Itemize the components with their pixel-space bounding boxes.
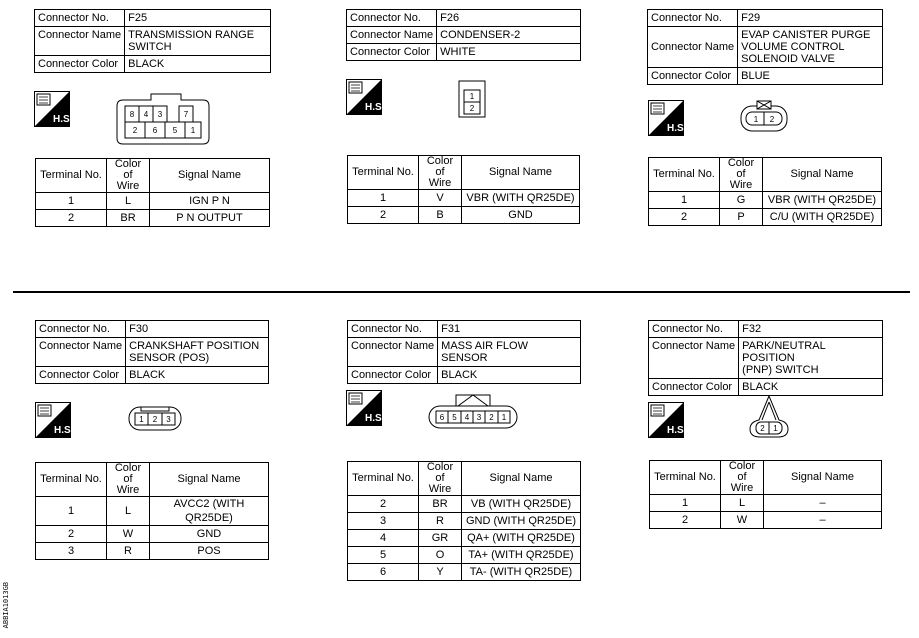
pin-label: 3 — [166, 415, 171, 424]
connector-info-table — [346, 9, 581, 61]
connector-no-value: F30 — [126, 321, 269, 338]
connector-no-value: F26 — [437, 10, 581, 27]
connector-no-label: Connector No. — [649, 321, 739, 338]
connector-name-value: PARK/NEUTRAL POSITION (PNP) SWITCH — [739, 338, 883, 379]
pin-label: 1 — [501, 413, 507, 422]
connector-f29 — [647, 9, 883, 85]
connector-no-label: Connector No. — [648, 10, 738, 27]
pin-label: 5 — [172, 126, 178, 135]
connector-f32-face — [746, 394, 792, 440]
pin-label: 3 — [157, 110, 163, 119]
connector-color-value: WHITE — [437, 44, 581, 61]
pin-label: 1 — [773, 424, 778, 433]
signal-name-header: Signal Name — [150, 463, 269, 497]
harness-side-icon — [346, 390, 385, 426]
connector-name-value: MASS AIR FLOW SENSOR — [438, 338, 581, 367]
connector-no-label: Connector No. — [348, 321, 438, 338]
pin-label: 1 — [139, 415, 144, 424]
terminal-table-f29 — [648, 157, 882, 226]
connector-no-value: F29 — [738, 10, 883, 27]
section-divider — [13, 291, 910, 293]
connector-info-table — [648, 320, 883, 396]
connector-name-label: Connector Name — [648, 27, 738, 68]
color-of-wire-header: Color of Wire — [107, 159, 150, 193]
connector-color-label: Connector Color — [648, 68, 738, 85]
pin-label: 4 — [464, 413, 470, 422]
connector-color-label: Connector Color — [35, 56, 125, 73]
connector-f26 — [346, 9, 581, 61]
connector-color-value: BLUE — [738, 68, 883, 85]
connector-f29-face — [738, 100, 790, 134]
table-row: 6 Y TA- (WITH QR25DE) — [348, 564, 581, 581]
connector-no-value: F32 — [739, 321, 883, 338]
connector-f31 — [347, 320, 581, 384]
color-of-wire-header: Color of Wire — [419, 462, 462, 496]
table-row: 1 G VBR (WITH QR25DE) — [649, 192, 882, 209]
connector-color-value: BLACK — [739, 379, 883, 396]
connector-f25 — [34, 9, 271, 73]
table-row: 4 GR QA+ (WITH QR25DE) — [348, 530, 581, 547]
terminal-no-header: Terminal No. — [649, 158, 720, 192]
terminal-no-header: Terminal No. — [650, 461, 721, 495]
terminal-no-header: Terminal No. — [36, 463, 107, 497]
pin-label: 2 — [152, 415, 158, 424]
connector-info-table — [35, 320, 269, 384]
color-of-wire-header: Color of Wire — [107, 463, 150, 497]
color-of-wire-header: Color of Wire — [721, 461, 764, 495]
connector-color-value: BLACK — [438, 367, 581, 384]
signal-name-header: Signal Name — [462, 462, 581, 496]
table-row: 1 L IGN P N — [36, 193, 270, 210]
svg-text:H.S.: H.S. — [54, 425, 74, 436]
terminal-table-f25 — [35, 158, 270, 227]
signal-name-header: Signal Name — [763, 158, 882, 192]
connector-no-value: F25 — [125, 10, 271, 27]
connector-f26-face — [456, 78, 488, 120]
table-row: 3 R POS — [36, 543, 269, 560]
harness-side-icon — [648, 100, 687, 136]
connector-no-value: F31 — [438, 321, 581, 338]
connector-f30-face — [126, 403, 184, 433]
color-of-wire-header: Color of Wire — [720, 158, 763, 192]
signal-name-header: Signal Name — [462, 156, 580, 190]
harness-side-icon — [648, 402, 687, 438]
table-row: 1 L – — [650, 495, 882, 512]
table-row: 2 BR P N OUTPUT — [36, 210, 270, 227]
connector-info-table — [647, 9, 883, 85]
table-row: 2 W GND — [36, 526, 269, 543]
connector-name-label: Connector Name — [35, 27, 125, 56]
connector-info-table — [34, 9, 271, 73]
connector-color-label: Connector Color — [649, 379, 739, 396]
table-row: 3 R GND (WITH QR25DE) — [348, 513, 581, 530]
pin-label: 3 — [476, 413, 482, 422]
harness-side-icon — [34, 91, 73, 127]
table-row: 2 P C/U (WITH QR25DE) — [649, 209, 882, 226]
connector-name-label: Connector Name — [347, 27, 437, 44]
pin-label: 5 — [452, 413, 457, 422]
connector-name-label: Connector Name — [348, 338, 438, 367]
color-of-wire-header: Color of Wire — [419, 156, 462, 190]
connector-color-label: Connector Color — [36, 367, 126, 384]
table-row: 1 V VBR (WITH QR25DE) — [348, 190, 580, 207]
connector-name-value: CRANKSHAFT POSITION SENSOR (POS) — [126, 338, 269, 367]
connector-no-label: Connector No. — [347, 10, 437, 27]
table-row: 2 W – — [650, 512, 882, 529]
pin-label: 8 — [129, 110, 135, 119]
connector-name-label: Connector Name — [649, 338, 739, 379]
pin-label: 2 — [489, 413, 494, 422]
svg-text:H.S.: H.S. — [667, 123, 687, 134]
connector-no-label: Connector No. — [35, 10, 125, 27]
connector-f32 — [648, 320, 883, 396]
pin-label: 6 — [152, 126, 158, 135]
connector-name-label: Connector Name — [36, 338, 126, 367]
table-row: 1 L AVCC2 (WITH QR25DE) — [36, 497, 269, 526]
connector-f30 — [35, 320, 269, 384]
table-row: 2 BR VB (WITH QR25DE) — [348, 496, 581, 513]
svg-text:H.S.: H.S. — [667, 425, 687, 436]
pin-label: 1 — [753, 115, 759, 124]
pin-label: 1 — [190, 126, 196, 135]
figure-code: ABBIA1013GB — [2, 582, 10, 629]
terminal-no-header: Terminal No. — [348, 462, 419, 496]
terminal-table-f32 — [649, 460, 882, 529]
terminal-no-header: Terminal No. — [36, 159, 107, 193]
connector-name-value: CONDENSER-2 — [437, 27, 581, 44]
signal-name-header: Signal Name — [764, 461, 882, 495]
pin-label: 2 — [769, 115, 775, 124]
terminal-table-f30 — [35, 462, 269, 560]
pin-label: 1 — [469, 92, 475, 101]
table-row: 5 O TA+ (WITH QR25DE) — [348, 547, 581, 564]
pin-label: 2 — [760, 424, 765, 433]
svg-text:H.S.: H.S. — [53, 114, 73, 125]
connector-color-label: Connector Color — [347, 44, 437, 61]
connector-name-value: TRANSMISSION RANGE SWITCH — [125, 27, 271, 56]
pin-label: 6 — [439, 413, 445, 422]
harness-side-icon — [35, 402, 74, 438]
pin-label: 4 — [143, 110, 149, 119]
svg-text:H.S.: H.S. — [365, 413, 385, 424]
terminal-no-header: Terminal No. — [348, 156, 419, 190]
connector-color-value: BLACK — [126, 367, 269, 384]
svg-text:H.S.: H.S. — [365, 102, 385, 113]
pin-label: 2 — [469, 104, 475, 113]
connector-color-value: BLACK — [125, 56, 271, 73]
terminal-table-f26 — [347, 155, 580, 224]
connector-no-label: Connector No. — [36, 321, 126, 338]
connector-name-value: EVAP CANISTER PURGE VOLUME CONTROL SOLENOID VALVE — [738, 27, 883, 68]
harness-side-icon — [346, 79, 385, 115]
terminal-table-f31 — [347, 461, 581, 581]
signal-name-header: Signal Name — [150, 159, 270, 193]
connector-info-table — [347, 320, 581, 384]
connector-f31-face — [426, 390, 520, 430]
connector-color-label: Connector Color — [348, 367, 438, 384]
pin-label: 2 — [132, 126, 138, 135]
table-row: 2 B GND — [348, 207, 580, 224]
connector-f25-face — [115, 92, 211, 146]
pin-label: 7 — [183, 110, 189, 119]
